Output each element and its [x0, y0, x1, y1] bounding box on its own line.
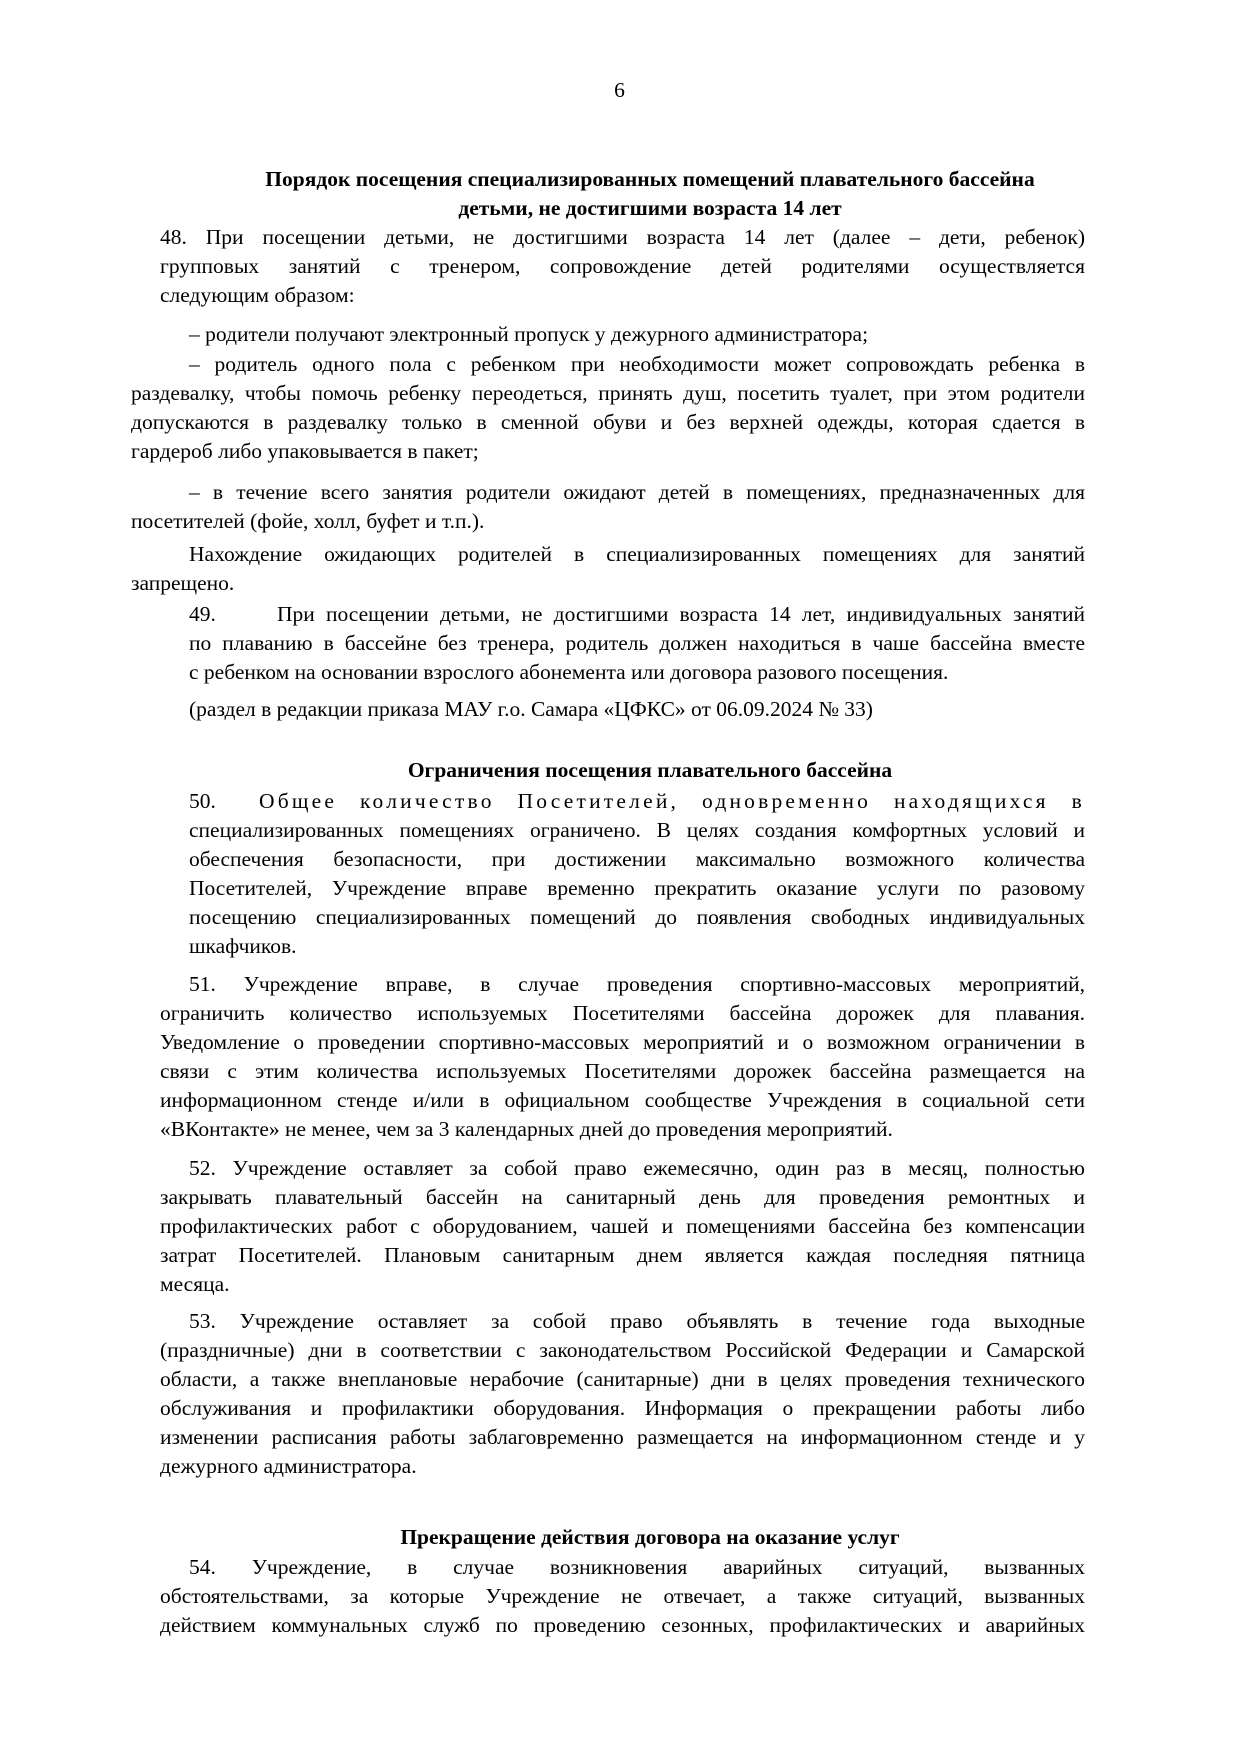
text-line: месяца.: [160, 1272, 230, 1296]
paragraph-50: [189, 787, 1085, 961]
text-line: 48. При посещении детьми, не достигшими возраста 14 лет (далее – дети, ребенок): [160, 225, 1085, 249]
bullet-locker-room: [131, 350, 1085, 466]
text-line: обеспечения безопасности, при достижении максимально возможного количества: [189, 847, 1085, 871]
heading-line: Прекращение действия договора на оказание услуг: [400, 1525, 900, 1549]
text-line: связи с этим количества используемых Посетителями дорожек бассейна размещается на: [160, 1059, 1085, 1083]
revision-note: [189, 695, 1085, 724]
text-line: – родители получают электронный пропуск у дежурного администратора;: [189, 322, 869, 346]
paragraph-52: [160, 1154, 1085, 1299]
text-line: профилактических работ с оборудованием, чашей и помещениями бассейна без компенсации: [160, 1214, 1085, 1238]
text-line: 52. Учреждение оставляет за собой право ежемесячно, один раз в месяц, полностью: [189, 1156, 1085, 1180]
text-line: запрещено.: [131, 571, 235, 595]
text-line: дежурного администратора.: [160, 1454, 417, 1478]
text-line: гардероб либо упаковывается в пакет;: [131, 439, 479, 463]
heading-line: детьми, не достигшими возраста 14 лет: [458, 196, 842, 220]
text-line: изменении расписания работы заблаговременно размещается на информационном стенде и у: [160, 1425, 1085, 1449]
heading-line: Ограничения посещения плавательного бассейна: [407, 758, 893, 782]
section-heading-limitations: [160, 756, 1140, 785]
text-line: 53. Учреждение оставляет за собой право объявлять в течение года выходные: [189, 1309, 1085, 1333]
paragraph-48: [160, 223, 1085, 310]
bullet-electronic-pass: [189, 320, 1085, 349]
text-line: Посетителей, Учреждение вправе временно прекратить оказание услуги по разовому: [189, 876, 1085, 900]
text-line: 54. Учреждение, в случае возникновения аварийных ситуаций, вызванных: [189, 1555, 1085, 1579]
text-line: области, а также внеплановые нерабочие (санитарные) дни в целях проведения технического: [160, 1367, 1085, 1391]
text-line: Нахождение ожидающих родителей в специализированных помещениях для занятий: [189, 542, 1085, 566]
text-line: [189, 600, 1085, 629]
paragraph-prohibition-note: [131, 540, 1085, 598]
text-line: шкафчиков.: [189, 934, 297, 958]
text-line: по плаванию в бассейне без тренера, родитель должен находиться в чаше бассейна вместе: [189, 631, 1085, 655]
text-line: 51. Учреждение вправе, в случае проведения спортивно-массовых мероприятий,: [189, 972, 1085, 996]
paragraph-number: 49.: [189, 602, 216, 626]
heading-line: Порядок посещения специализированных помещений плавательного бассейна: [265, 167, 1035, 191]
section-heading-children-visits: [160, 165, 1140, 223]
text-line: затрат Посетителей. Плановым санитарным днем является каждая последняя пятница: [160, 1243, 1085, 1267]
paragraph-54: [160, 1553, 1085, 1640]
text-line: (раздел в редакции приказа МАУ г.о. Самара «ЦФКС» от 06.09.2024 № 33): [189, 697, 873, 721]
text-line: раздевалку, чтобы помочь ребенку переодеться, принять душ, посетить туалет, при этом родители: [131, 381, 1085, 405]
text-line: – в течение всего занятия родители ожидают детей в помещениях, предназначенных для: [189, 480, 1085, 504]
text-line: обслуживания и профилактики оборудования. Информация о прекращении работы либо: [160, 1396, 1085, 1420]
text-line: – родитель одного пола с ребенком при необходимости может сопровождать ребенка в: [189, 352, 1085, 376]
text-line: ограничить количество используемых Посетителями бассейна дорожек для плавания.: [160, 1001, 1085, 1025]
text-line: обстоятельствами, за которые Учреждение не отвечает, а также ситуаций, вызванных: [160, 1584, 1085, 1608]
text-line: посетителей (фойе, холл, буфет и т.п.).: [131, 509, 485, 533]
bullet-waiting-areas: [131, 478, 1085, 536]
text-line: «ВКонтакте» не менее, чем за 3 календарных дней до проведения мероприятий.: [160, 1117, 893, 1141]
text-line: следующим образом:: [160, 283, 355, 307]
text-line: допускаются в раздевалку только в сменной обуви и без верхней одежды, которая сдается в: [131, 410, 1085, 434]
text-line: информационном стенде и/или в официальном сообществе Учреждения в социальной сети: [160, 1088, 1085, 1112]
text-line: Уведомление о проведении спортивно-массовых мероприятий и о возможном ограничении в: [160, 1030, 1085, 1054]
text-line: [189, 787, 1085, 816]
paragraph-53: [160, 1307, 1085, 1481]
paragraph-49: [189, 600, 1085, 687]
paragraph-51: [160, 970, 1085, 1144]
text-line: (праздничные) дни в соответствии с законодательством Российской Федерации и Самарской: [160, 1338, 1085, 1362]
text-line: специализированных помещениях ограничено. В целях создания комфортных условий и: [189, 818, 1085, 842]
text-line: с ребенком на основании взрослого абонемента или договора разового посещения.: [189, 660, 949, 684]
text-line: групповых занятий с тренером, сопровождение детей родителями осуществляется: [160, 254, 1085, 278]
text-span: При посещении детьми, не достигшими возраста 14 лет, индивидуальных занятий: [277, 602, 1085, 626]
section-heading-contract-termination: [160, 1523, 1140, 1552]
text-line: закрывать плавательный бассейн на санитарный день для проведения ремонтных и: [160, 1185, 1085, 1209]
page-number: 6: [614, 78, 625, 102]
text-span: Общее количество Посетителей, одновременно находящихся в: [259, 789, 1085, 813]
text-line: посещению специализированных помещений до появления свободных индивидуальных: [189, 905, 1085, 929]
text-line: действием коммунальных служб по проведению сезонных, профилактических и аварийных: [160, 1613, 1085, 1637]
paragraph-number: 50.: [189, 789, 216, 813]
